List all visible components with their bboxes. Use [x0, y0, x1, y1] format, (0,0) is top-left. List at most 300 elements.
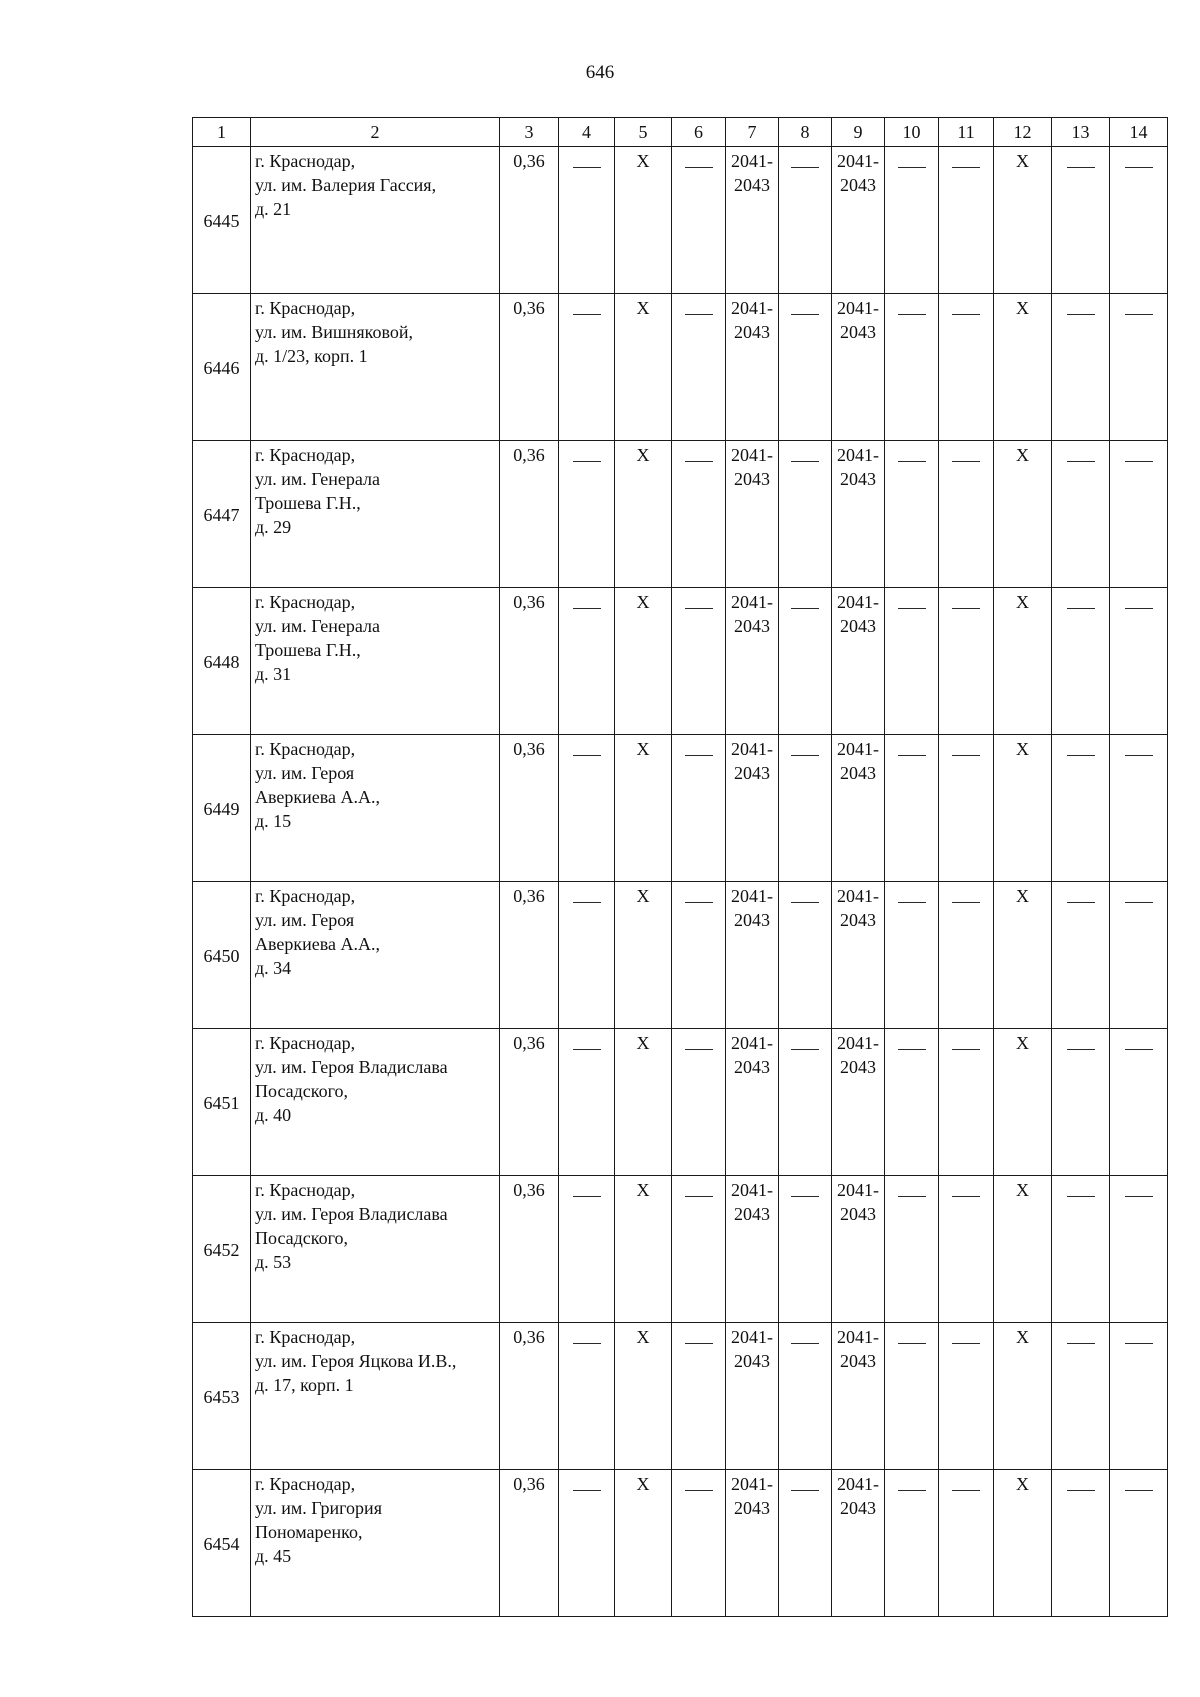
dash-mark	[685, 1049, 713, 1050]
table-row	[193, 1470, 1168, 1617]
mark-cell: Х	[615, 882, 672, 1029]
year-line: 2043	[734, 322, 770, 342]
header-cell: 14	[1110, 118, 1168, 147]
dash-mark	[898, 1196, 926, 1197]
year-line: 2041-	[731, 1474, 773, 1494]
mark-cell: Х	[994, 147, 1052, 294]
dash-cell	[779, 882, 832, 1029]
dash-mark	[1067, 1196, 1095, 1197]
dash-cell	[1052, 1470, 1110, 1617]
address-line: д. 15	[255, 811, 292, 831]
dash-mark	[791, 1196, 819, 1197]
dash-mark	[1067, 755, 1095, 756]
dash-cell	[559, 1029, 615, 1176]
years-cell	[832, 294, 885, 441]
address-line: д. 21	[255, 199, 292, 219]
dash-mark	[952, 1196, 980, 1197]
mark-cell: Х	[994, 441, 1052, 588]
dash-cell	[885, 1176, 939, 1323]
dash-mark	[791, 1343, 819, 1344]
dash-cell	[885, 588, 939, 735]
dash-cell	[885, 1470, 939, 1617]
dash-cell	[885, 1029, 939, 1176]
years-cell	[832, 1029, 885, 1176]
address-line: г. Краснодар,	[255, 298, 356, 318]
dash-mark	[898, 1343, 926, 1344]
address-line: ул. им. Героя	[255, 763, 355, 783]
dash-mark	[685, 1490, 713, 1491]
year-line: 2043	[840, 910, 876, 930]
header-row	[193, 118, 1168, 147]
dash-mark	[1067, 1343, 1095, 1344]
address-cell	[251, 147, 500, 294]
mark-cell: Х	[994, 1470, 1052, 1617]
dash-mark	[573, 461, 601, 462]
dash-cell	[939, 1176, 994, 1323]
dash-mark	[791, 902, 819, 903]
address-line: г. Краснодар,	[255, 886, 356, 906]
dash-cell	[672, 441, 726, 588]
dash-cell	[885, 1323, 939, 1470]
dash-cell	[885, 882, 939, 1029]
address-line: г. Краснодар,	[255, 1474, 356, 1494]
year-line: 2043	[840, 1057, 876, 1077]
years-cell	[726, 147, 779, 294]
row-number: 6448	[193, 588, 251, 735]
dash-cell	[885, 735, 939, 882]
header-cell: 5	[615, 118, 672, 147]
years-cell	[832, 147, 885, 294]
dash-cell	[939, 588, 994, 735]
dash-cell	[1052, 147, 1110, 294]
dash-mark	[1125, 1196, 1153, 1197]
years-cell	[832, 441, 885, 588]
dash-cell	[779, 441, 832, 588]
year-line: 2043	[840, 1204, 876, 1224]
dash-cell	[1052, 441, 1110, 588]
row-number: 6452	[193, 1176, 251, 1323]
year-line: 2041-	[837, 1474, 879, 1494]
years-cell	[726, 1323, 779, 1470]
value-cell: 0,36	[500, 588, 559, 735]
dash-mark	[685, 1196, 713, 1197]
dash-cell	[1052, 735, 1110, 882]
years-cell	[832, 1470, 885, 1617]
mark-cell: Х	[994, 1176, 1052, 1323]
dash-cell	[939, 147, 994, 294]
address-cell	[251, 1323, 500, 1470]
address-line: ул. им. Героя Яцкова И.В.,	[255, 1351, 457, 1371]
dash-mark	[952, 1343, 980, 1344]
dash-mark	[573, 1490, 601, 1491]
year-line: 2041-	[731, 445, 773, 465]
year-line: 2041-	[731, 1033, 773, 1053]
year-line: 2041-	[837, 298, 879, 318]
address-line: г. Краснодар,	[255, 592, 356, 612]
address-cell	[251, 441, 500, 588]
dash-mark	[952, 461, 980, 462]
row-number: 6450	[193, 882, 251, 1029]
header-cell: 1	[193, 118, 251, 147]
dash-mark	[573, 608, 601, 609]
years-cell	[832, 1323, 885, 1470]
dash-mark	[573, 755, 601, 756]
years-cell	[726, 441, 779, 588]
dash-cell	[779, 735, 832, 882]
dash-cell	[672, 1323, 726, 1470]
dash-mark	[791, 314, 819, 315]
years-cell	[726, 735, 779, 882]
address-line: д. 53	[255, 1252, 292, 1272]
dash-cell	[1052, 1029, 1110, 1176]
dash-mark	[791, 1049, 819, 1050]
value-cell: 0,36	[500, 882, 559, 1029]
dash-mark	[1067, 1049, 1095, 1050]
table-row	[193, 441, 1168, 588]
dash-cell	[672, 1029, 726, 1176]
address-line: Посадского,	[255, 1228, 349, 1248]
mark-cell: Х	[615, 1470, 672, 1617]
year-line: 2041-	[837, 151, 879, 171]
dash-mark	[1125, 755, 1153, 756]
dash-mark	[791, 755, 819, 756]
year-line: 2043	[840, 1351, 876, 1371]
dash-mark	[573, 1196, 601, 1197]
mark-cell: Х	[615, 588, 672, 735]
dash-mark	[685, 608, 713, 609]
years-cell	[726, 1470, 779, 1617]
dash-mark	[573, 1049, 601, 1050]
table-row	[193, 588, 1168, 735]
header-cell: 3	[500, 118, 559, 147]
address-line: Аверкиева А.А.,	[255, 934, 380, 954]
dash-mark	[1125, 1049, 1153, 1050]
row-number: 6454	[193, 1470, 251, 1617]
dash-mark	[1067, 314, 1095, 315]
row-number: 6453	[193, 1323, 251, 1470]
dash-cell	[1110, 588, 1168, 735]
address-line: ул. им. Генерала	[255, 616, 380, 636]
dash-cell	[939, 294, 994, 441]
years-cell	[832, 882, 885, 1029]
address-line: ул. им. Валерия Гассия,	[255, 175, 437, 195]
dash-cell	[1110, 441, 1168, 588]
year-line: 2043	[840, 763, 876, 783]
mark-cell: Х	[994, 1323, 1052, 1470]
header-cell: 4	[559, 118, 615, 147]
dash-cell	[672, 588, 726, 735]
dash-cell	[885, 147, 939, 294]
mark-cell: Х	[615, 1176, 672, 1323]
dash-mark	[1067, 608, 1095, 609]
value-cell: 0,36	[500, 1176, 559, 1323]
year-line: 2041-	[731, 592, 773, 612]
address-line: ул. им. Григория	[255, 1498, 382, 1518]
year-line: 2041-	[837, 1033, 879, 1053]
year-line: 2041-	[837, 445, 879, 465]
address-line: ул. им. Героя	[255, 910, 355, 930]
address-line: г. Краснодар,	[255, 1033, 356, 1053]
year-line: 2041-	[837, 1327, 879, 1347]
address-cell	[251, 735, 500, 882]
dash-mark	[898, 608, 926, 609]
year-line: 2043	[734, 763, 770, 783]
dash-cell	[939, 735, 994, 882]
dash-cell	[559, 1323, 615, 1470]
dash-mark	[1125, 608, 1153, 609]
dash-mark	[573, 902, 601, 903]
address-line: д. 31	[255, 664, 292, 684]
years-cell	[832, 735, 885, 882]
year-line: 2043	[840, 1498, 876, 1518]
address-line: г. Краснодар,	[255, 445, 356, 465]
dash-mark	[1067, 461, 1095, 462]
dash-cell	[559, 882, 615, 1029]
header-cell: 9	[832, 118, 885, 147]
dash-mark	[1125, 1490, 1153, 1491]
dash-cell	[1110, 1029, 1168, 1176]
dash-cell	[1110, 882, 1168, 1029]
address-line: д. 45	[255, 1546, 292, 1566]
table-row	[193, 1323, 1168, 1470]
dash-mark	[1067, 167, 1095, 168]
header-cell: 2	[251, 118, 500, 147]
header-cell: 11	[939, 118, 994, 147]
dash-mark	[898, 1490, 926, 1491]
table-row	[193, 882, 1168, 1029]
years-cell	[832, 1176, 885, 1323]
address-line: ул. им. Героя Владислава	[255, 1057, 448, 1077]
year-line: 2041-	[837, 592, 879, 612]
dash-cell	[559, 1470, 615, 1617]
address-line: ул. им. Генерала	[255, 469, 380, 489]
dash-cell	[672, 1470, 726, 1617]
value-cell: 0,36	[500, 441, 559, 588]
dash-cell	[1052, 294, 1110, 441]
dash-cell	[885, 294, 939, 441]
years-cell	[832, 588, 885, 735]
year-line: 2043	[734, 1351, 770, 1371]
dash-cell	[672, 1176, 726, 1323]
years-cell	[726, 1176, 779, 1323]
value-cell: 0,36	[500, 735, 559, 882]
dash-mark	[898, 314, 926, 315]
dash-cell	[559, 147, 615, 294]
address-cell	[251, 294, 500, 441]
dash-cell	[1052, 882, 1110, 1029]
header-cell: 10	[885, 118, 939, 147]
year-line: 2041-	[837, 1180, 879, 1200]
dash-mark	[1125, 1343, 1153, 1344]
address-line: ул. им. Вишняковой,	[255, 322, 413, 342]
dash-cell	[779, 1470, 832, 1617]
dash-mark	[898, 167, 926, 168]
dash-cell	[672, 147, 726, 294]
value-cell: 0,36	[500, 147, 559, 294]
dash-mark	[898, 461, 926, 462]
value-cell: 0,36	[500, 1470, 559, 1617]
dash-cell	[1110, 1176, 1168, 1323]
dash-mark	[1125, 902, 1153, 903]
dash-cell	[559, 441, 615, 588]
mark-cell: Х	[615, 1323, 672, 1470]
address-cell	[251, 1176, 500, 1323]
address-line: Аверкиева А.А.,	[255, 787, 380, 807]
dash-mark	[573, 167, 601, 168]
mark-cell: Х	[994, 588, 1052, 735]
dash-cell	[1052, 588, 1110, 735]
dash-mark	[573, 314, 601, 315]
dash-mark	[573, 1343, 601, 1344]
dash-cell	[672, 294, 726, 441]
address-line: ул. им. Героя Владислава	[255, 1204, 448, 1224]
dash-cell	[779, 1029, 832, 1176]
year-line: 2043	[734, 1498, 770, 1518]
value-cell: 0,36	[500, 1029, 559, 1176]
dash-cell	[939, 882, 994, 1029]
address-line: г. Краснодар,	[255, 1180, 356, 1200]
header-cell: 13	[1052, 118, 1110, 147]
year-line: 2041-	[731, 1180, 773, 1200]
dash-mark	[685, 755, 713, 756]
mark-cell: Х	[994, 882, 1052, 1029]
address-line: д. 29	[255, 517, 292, 537]
dash-mark	[791, 167, 819, 168]
address-cell	[251, 1029, 500, 1176]
row-number: 6451	[193, 1029, 251, 1176]
dash-mark	[1125, 167, 1153, 168]
table-body	[193, 147, 1168, 1617]
mark-cell: Х	[994, 294, 1052, 441]
dash-cell	[559, 735, 615, 882]
dash-cell	[885, 441, 939, 588]
address-line: Трошева Г.Н.,	[255, 493, 361, 513]
year-line: 2041-	[731, 886, 773, 906]
year-line: 2043	[734, 175, 770, 195]
years-cell	[726, 882, 779, 1029]
year-line: 2041-	[837, 739, 879, 759]
dash-cell	[1052, 1323, 1110, 1470]
address-cell	[251, 882, 500, 1029]
dash-cell	[1110, 1470, 1168, 1617]
dash-mark	[1067, 902, 1095, 903]
row-number: 6449	[193, 735, 251, 882]
address-line: г. Краснодар,	[255, 151, 356, 171]
dash-cell	[939, 441, 994, 588]
years-cell	[726, 588, 779, 735]
dash-cell	[939, 1323, 994, 1470]
dash-cell	[779, 588, 832, 735]
dash-mark	[1067, 1490, 1095, 1491]
dash-mark	[898, 1049, 926, 1050]
dash-mark	[1125, 314, 1153, 315]
page-number: 646	[585, 62, 615, 83]
address-cell	[251, 1470, 500, 1617]
year-line: 2041-	[731, 1327, 773, 1347]
year-line: 2043	[734, 616, 770, 636]
row-number: 6445	[193, 147, 251, 294]
address-line: Посадского,	[255, 1081, 349, 1101]
dash-mark	[791, 461, 819, 462]
year-line: 2041-	[731, 298, 773, 318]
dash-cell	[1110, 147, 1168, 294]
row-number: 6446	[193, 294, 251, 441]
address-cell	[251, 588, 500, 735]
dash-mark	[1125, 461, 1153, 462]
dash-cell	[1052, 1176, 1110, 1323]
table-row	[193, 1176, 1168, 1323]
dash-mark	[685, 314, 713, 315]
dash-cell	[939, 1029, 994, 1176]
dash-mark	[898, 902, 926, 903]
table-row	[193, 735, 1168, 882]
dash-mark	[685, 167, 713, 168]
address-line: д. 1/23, корп. 1	[255, 346, 368, 366]
header-cell: 12	[994, 118, 1052, 147]
value-cell: 0,36	[500, 294, 559, 441]
address-line: д. 40	[255, 1105, 292, 1125]
mark-cell: Х	[615, 441, 672, 588]
dash-mark	[685, 1343, 713, 1344]
year-line: 2041-	[837, 886, 879, 906]
years-cell	[726, 1029, 779, 1176]
dash-cell	[779, 147, 832, 294]
dash-cell	[559, 1176, 615, 1323]
header-cell: 7	[726, 118, 779, 147]
year-line: 2043	[734, 910, 770, 930]
address-line: д. 34	[255, 958, 292, 978]
dash-mark	[952, 902, 980, 903]
year-line: 2043	[840, 469, 876, 489]
year-line: 2043	[734, 1204, 770, 1224]
dash-mark	[952, 167, 980, 168]
mark-cell: Х	[994, 1029, 1052, 1176]
table-row	[193, 1029, 1168, 1176]
address-line: г. Краснодар,	[255, 1327, 356, 1347]
dash-cell	[1110, 294, 1168, 441]
dash-cell	[672, 882, 726, 1029]
year-line: 2043	[840, 322, 876, 342]
dash-cell	[939, 1470, 994, 1617]
dash-mark	[685, 461, 713, 462]
value-cell: 0,36	[500, 1323, 559, 1470]
year-line: 2043	[734, 1057, 770, 1077]
dash-cell	[559, 588, 615, 735]
mark-cell: Х	[994, 735, 1052, 882]
dash-mark	[952, 314, 980, 315]
address-line: г. Краснодар,	[255, 739, 356, 759]
year-line: 2041-	[731, 739, 773, 759]
year-line: 2043	[840, 616, 876, 636]
row-number: 6447	[193, 441, 251, 588]
dash-mark	[952, 755, 980, 756]
dash-mark	[685, 902, 713, 903]
mark-cell: Х	[615, 735, 672, 882]
year-line: 2043	[734, 469, 770, 489]
address-line: д. 17, корп. 1	[255, 1375, 354, 1395]
dash-cell	[672, 735, 726, 882]
register-table	[192, 117, 1168, 1617]
dash-mark	[952, 1049, 980, 1050]
dash-cell	[779, 1323, 832, 1470]
mark-cell: Х	[615, 147, 672, 294]
dash-cell	[559, 294, 615, 441]
mark-cell: Х	[615, 294, 672, 441]
address-line: Трошева Г.Н.,	[255, 640, 361, 660]
address-line: Пономаренко,	[255, 1522, 363, 1542]
dash-cell	[1110, 1323, 1168, 1470]
table-row	[193, 294, 1168, 441]
